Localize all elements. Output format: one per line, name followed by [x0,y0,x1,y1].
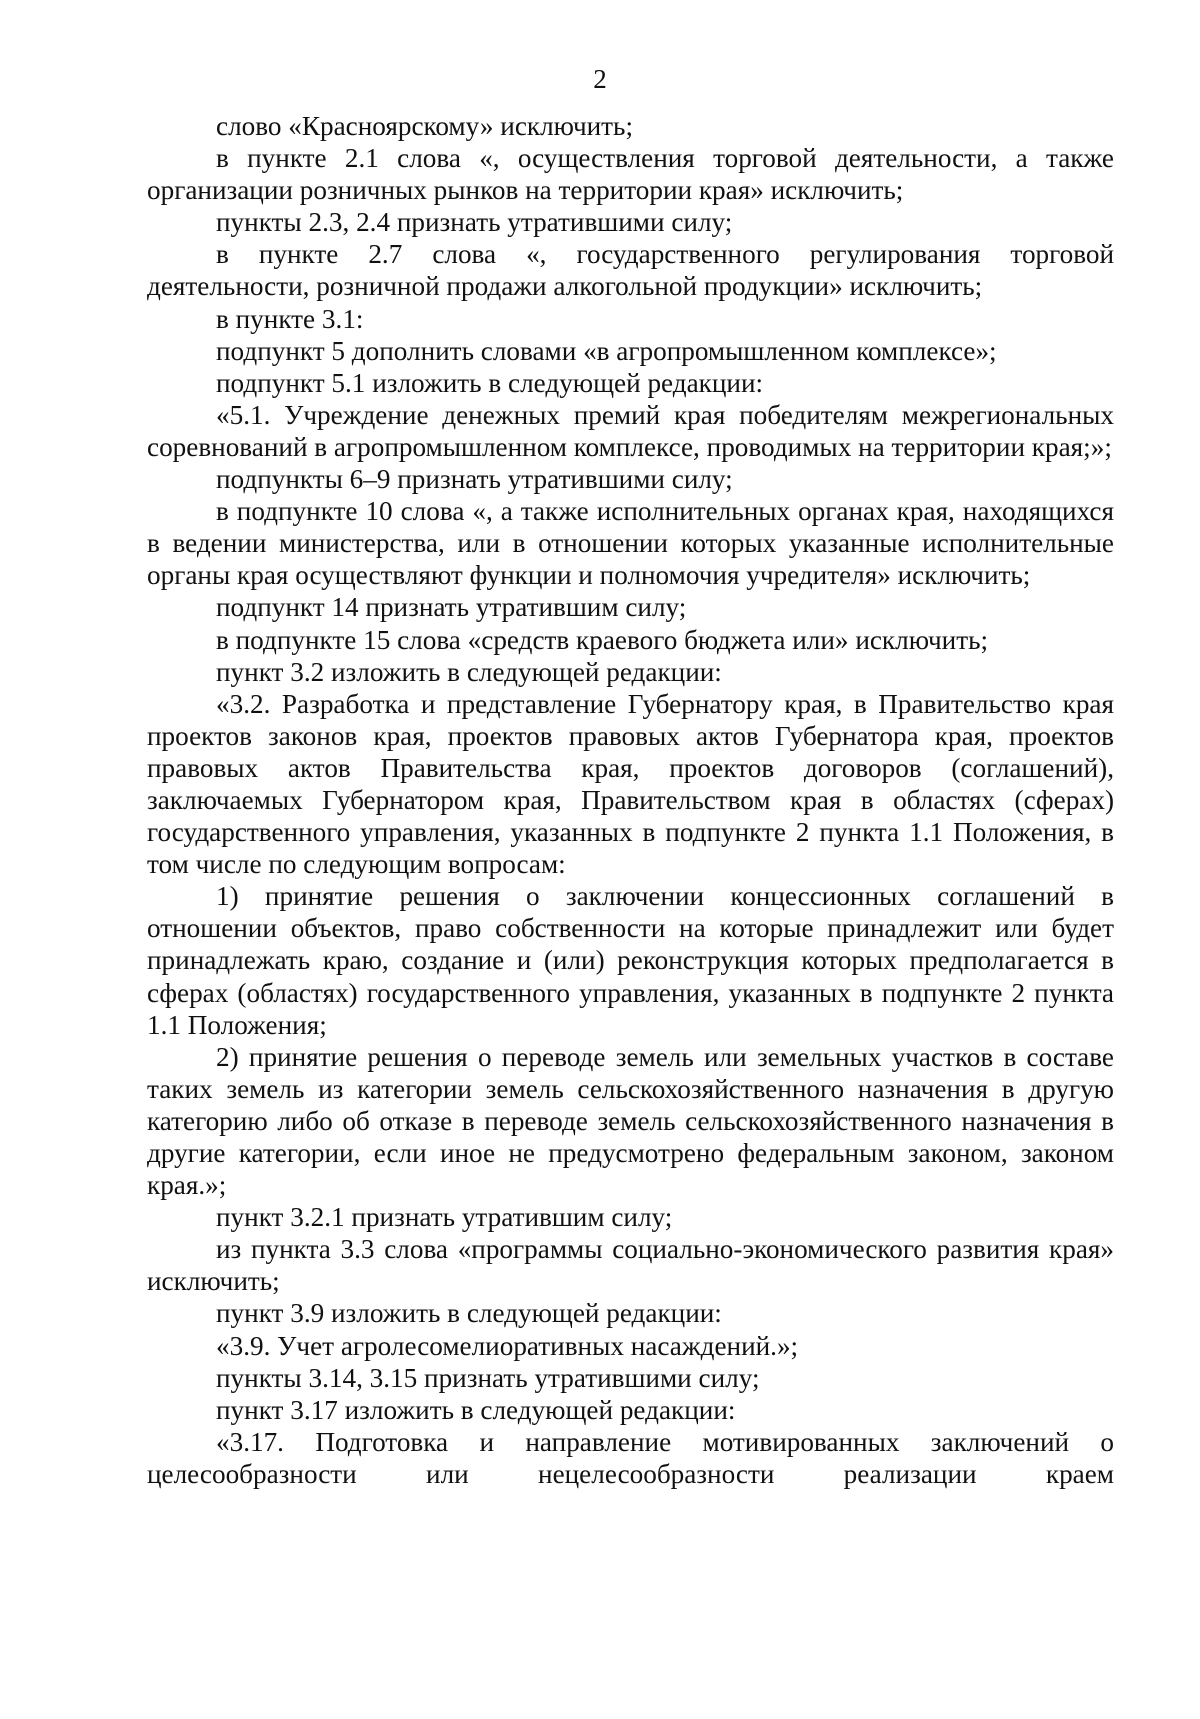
paragraph: в пункте 2.7 слова «, государственного регулирования торговой деятельности, розничной продажи алкогольной продукции» исключить; [147,239,1114,302]
paragraph: в пункте 2.1 слова «, осуществления торговой деятельности, а также организации розничных рынков на территории края» исключить; [147,143,1114,206]
paragraph: «5.1. Учреждение денежных премий края победителям межрегиональных соревнований в агропромышленном комплексе, проводимых на территории края;»; [147,399,1114,462]
paragraph: подпункт 5 дополнить словами «в агропромышленном комплексе»; [216,335,997,366]
paragraph: слово «Красноярскому» исключить; [216,111,634,141]
paragraph: «3.9. Учет агролесомелиоративных насаждений.»; [216,1330,799,1361]
paragraph: из пункта 3.3 слова «программы социально-экономического развития края» исключить; [147,1234,1114,1297]
paragraph: пункт 3.2.1 признать утратившим силу; [216,1202,673,1233]
paragraph: подпункт 5.1 изложить в следующей редакции: [216,367,764,398]
paragraph: в подпункте 15 слова «средств краевого бюджета или» исключить; [216,624,989,655]
paragraph: подпункт 14 признать утратившим силу; [216,592,687,623]
paragraph: пункт 3.2 изложить в следующей редакции: [216,656,722,687]
paragraph: подпункты 6–9 признать утратившими силу; [216,464,733,495]
paragraph: в подпункте 10 слова «, а также исполнительных органах края, находящихся в ведении министерства, или в отношении которых указанные исполнительные органы края осуществляют функции и полномочия учредителя» исключить; [147,496,1114,591]
document-body [147,110,1114,1490]
page-number: 2 [593,64,607,94]
paragraph: в пункте 3.1: [216,303,364,334]
paragraph: пункт 3.17 изложить в следующей редакции: [216,1394,736,1425]
paragraph: 1) принятие решения о заключении концессионных соглашений в отношении объектов, право собственности на которые принадлежит или будет принадлежать краю, создание и (или) реконструкция которых предполагается в сферах (областях) государственного управления, указанных в подпункте 2 пункта 1.1 Положения; [147,881,1114,1040]
paragraph-continued: «3.17. Подготовка и направление мотивированных заключений о целесообразности или нецелесообразности реализации краем [147,1426,1114,1489]
paragraph: 2) принятие решения о переводе земель или земельных участков в составе таких земель из категории земель сельскохозяйственного назначения в другую категорию либо об отказе в переводе земель сельскохозяйственного назначения в другие категории, если иное не предусмотрено федеральным законом, законом края.»; [147,1041,1114,1201]
paragraph: пункт 3.9 изложить в следующей редакции: [216,1298,722,1329]
paragraph: пункты 3.14, 3.15 признать утратившими силу; [216,1362,760,1393]
paragraph: «3.2. Разработка и представление Губернатору края, в Правительство края проектов законов края, проектов правовых актов Губернатора края, проектов правовых актов Правительства края, проектов договоров (соглашений), заключаемых Губернатором края, Правительством края в областях (сферах) государственного управления, указанных в подпункте 2 пункта 1.1 Положения, в том числе по следующим вопросам: [147,688,1114,880]
paragraph: пункты 2.3, 2.4 признать утратившими силу; [216,207,733,238]
